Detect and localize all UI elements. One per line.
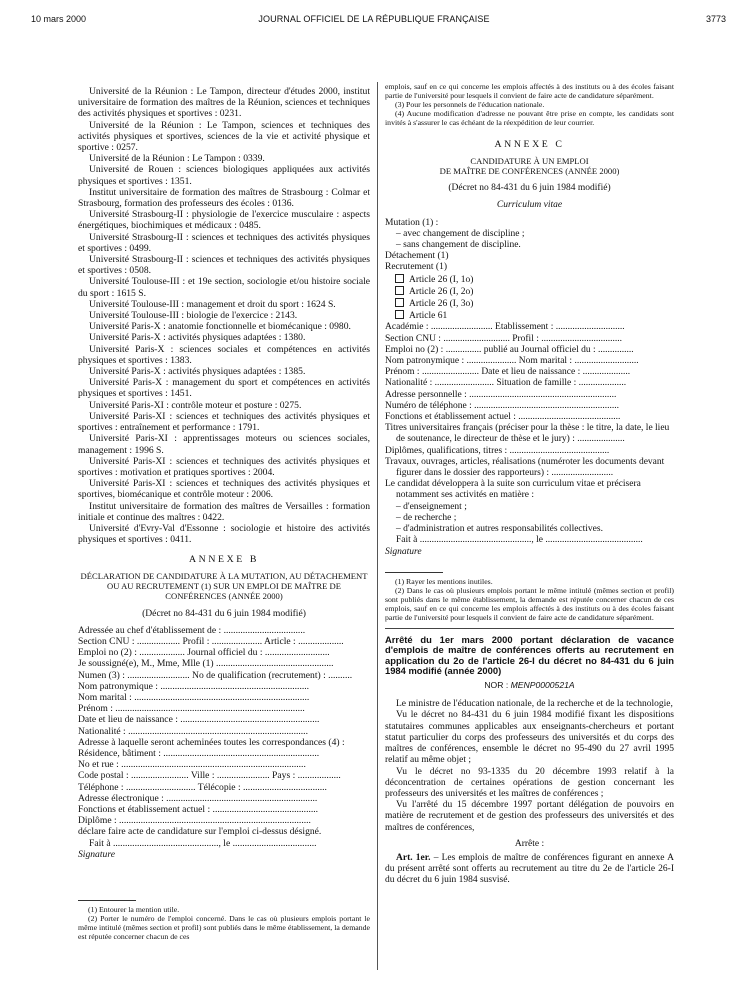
arrete-label: Arrête : bbox=[514, 838, 545, 849]
activity-2: – de recherche ; bbox=[396, 512, 457, 523]
list-item: Université de la Réunion : Le Tampon, sciences et techniques des activités physiques et sportives, sciences de la vie et activité physique et sportive : 0257. bbox=[78, 119, 370, 154]
footnote-rule bbox=[78, 900, 136, 901]
activity-1: – d'enseignement ; bbox=[396, 501, 467, 512]
section-rule bbox=[385, 628, 674, 629]
declaration-form bbox=[78, 625, 370, 860]
mutation-option-1: – avec changement de discipline ; bbox=[396, 228, 525, 239]
list-item: Université Strasbourg-II : sciences et techniques des activités physiques et sportives : 0508. bbox=[78, 254, 370, 277]
list-item: Université Toulouse-III : management et droit du sport : 1624 S. bbox=[89, 298, 336, 310]
cv-fait-a: Fait à ..............................................., le ......................................... bbox=[396, 535, 643, 546]
list-item: Université Paris-XI : sciences et techniques des activités physiques et sportives : motivation et pratiques sportives : 2004. bbox=[78, 455, 370, 478]
article-option-4: Article 61 bbox=[385, 310, 674, 322]
cv-footnote-2: (2) Dans le cas où plusieurs emplois portant le même intitulé (mêmes section et profil) sont publiés dans le même établissement, la demande est réputée concerner chacun de ces emplois, sauf en ce qui concerne les emplois affectés à des instituts ou à des écoles faisant partie de l'université pour lesquels il convient de faire acte de candidature séparément. bbox=[385, 585, 674, 622]
list-item: Université Paris-XI : sciences et techniques des activités physiques et sportives : entraînement et performance : 1791. bbox=[78, 410, 370, 434]
article-1: Art. 1er. – Les emplois de maître de conférences figurant en annexe A du présent arrêté sont offerts au recrutement au titre du 2e de l'article 26-I du décret du 6 juin 1984 susvisé. bbox=[385, 852, 674, 886]
form-line: Nom patronymique : .............................................................. bbox=[78, 680, 310, 692]
annexe-b-caption: DÉCLARATION DE CANDIDATURE À LA MUTATION, AU DÉTACHEMENT OU AU RECRUTEMENT (1) SUR UN EMPLOI DE MAÎTRE DE CONFÉRENCES (ANNÉE 2000) bbox=[80, 570, 368, 601]
form-line: Prénom : ............................................................................... bbox=[78, 703, 305, 715]
recrutement-label: Recrutement (1) bbox=[385, 262, 447, 273]
header-page-number: 3773 bbox=[705, 14, 726, 24]
list-item: Université Paris-XI : contrôle moteur et posture : 0275. bbox=[89, 399, 302, 411]
annexe-c-decree: (Décret no 84-431 du 6 juin 1984 modifié) bbox=[448, 183, 611, 194]
list-item: Université Paris-XI : apprentissages moteurs ou sciences sociales, management : 1996 S. bbox=[78, 433, 370, 456]
activity-3: – d'administration et autres responsabilités collectives. bbox=[396, 524, 603, 535]
university-list bbox=[78, 86, 370, 545]
form-declaration: déclare faire acte de candidature sur l'emploi ci-dessus désigné. bbox=[78, 826, 322, 838]
cv-form bbox=[385, 218, 674, 558]
list-item: Institut universitaire de formation des maîtres de Strasbourg : Colmar et Strasbourg, formation des professeurs des écoles : 0136. bbox=[78, 186, 370, 210]
checkbox-icon bbox=[395, 298, 404, 307]
list-item: Université Toulouse-III : et 19e section, sociologie et/ou histoire sociale du sport : 1615 S. bbox=[78, 276, 370, 299]
form-signature: Signature bbox=[78, 848, 115, 860]
footnote-rule bbox=[385, 572, 443, 573]
arrete-para-4: Vu l'arrêté du 15 décembre 1997 portant délégation de pouvoirs en matière de recrutement et de gestion des professeurs des universités et des maîtres de conférences, bbox=[385, 800, 674, 833]
form-line: Fonctions et établissement actuel : ........................................... bbox=[385, 412, 621, 423]
detachement-label: Détachement (1) bbox=[385, 251, 449, 262]
page-header bbox=[0, 14, 748, 28]
form-line: Section CNU : ............................ Profil : .................................. bbox=[385, 333, 622, 344]
diplomes-line: Diplômes, qualifications, titres : .......................................... bbox=[385, 445, 610, 456]
list-item: Université Toulouse-III : biologie de l'exercice : 2143. bbox=[89, 310, 298, 322]
form-line: Nationalité : ......................... Situation de famille : .................... bbox=[385, 378, 627, 389]
annexe-c-heading: ANNEXE C bbox=[494, 139, 565, 150]
form-line: Adressée au chef d'établissement de : .................................. bbox=[78, 624, 306, 636]
article-option-2: Article 26 (I, 2o) bbox=[385, 286, 674, 298]
cv-signature: Signature bbox=[385, 546, 422, 557]
footnote-2: (2) Porter le numéro de l'emploi concerné. Dans le cas où plusieurs emplois portant le même intitulé (mêmes section et profil) sont publiés dans le même établissement, la demande est réputée concerner chacun de ces bbox=[78, 914, 370, 941]
arrete-para-3: Vu le décret no 93-1335 du 20 décembre 1993 relatif à la déconcentration de certaines opérations de gestion concernant les professeurs des universités et les maîtres de conférences ; bbox=[385, 766, 674, 799]
list-item: Université Paris-X : management du sport et compétences en activités physiques et sportives : 1451. bbox=[78, 377, 370, 400]
arrete-para-1: Le ministre de l'éducation nationale, de la recherche et de la technologie, bbox=[396, 699, 673, 710]
titres-line: Titres universitaires français (préciser pour la thèse : le titre, la date, le lieu de soutenance, le directeur de thèse et le jury) : .................... bbox=[385, 423, 670, 445]
arrete-title: Arrêté du 1er mars 2000 portant déclaration de vacance d'emplois de maître de conférences offerts au recrutement en application du 2o de l'article 26-I du décret no 84-431 du 6 juin 1984 modifié (année 2000) bbox=[385, 633, 674, 677]
list-item: Université de Rouen : sciences biologiques appliquées aux activités physiques et sportives : 1351. bbox=[78, 164, 370, 187]
form-line: Nationalité : ........................................................................... bbox=[78, 725, 308, 737]
article-option-1: Article 26 (I, 1o) bbox=[385, 274, 674, 286]
form-line: Nom patronymique : ..................... Nom marital : ........................... bbox=[385, 356, 639, 367]
form-line: Numéro de téléphone : ............................................................. bbox=[385, 400, 620, 411]
form-line: Numen (3) : .......................... No de qualification (recrutement) : .......... bbox=[78, 669, 353, 681]
form-line: Académie : .......................... Etablissement : ............................. bbox=[385, 322, 625, 333]
form-line: Résidence, bâtiment : ................................................................. bbox=[78, 747, 320, 759]
form-line: Emploi no (2) : ............... publié au Journal officiel du : ............... bbox=[385, 344, 634, 355]
list-item: Institut universitaire de formation des maîtres de Versailles : formation initiale et continue des maîtres : 0422. bbox=[78, 500, 370, 523]
list-item: Université Strasbourg-II : sciences et techniques des activités physiques et sportives : 0499. bbox=[78, 231, 370, 254]
list-item: Université Paris-XI : sciences et techniques des activités physiques et sportives, biomécanique et contrôle moteur : 2006. bbox=[78, 478, 370, 501]
form-line: Emploi no (2) : ................... Journal officiel du : ........................... bbox=[78, 647, 330, 659]
list-item: Université Paris-X : anatomie fonctionnelle et biomécanique : 0980. bbox=[89, 321, 351, 333]
left-column bbox=[78, 86, 370, 941]
form-line: Fonctions et établissement actuel : ............................................ bbox=[78, 803, 319, 815]
list-item: Université Paris-X : activités physiques adaptées : 1380. bbox=[89, 332, 306, 344]
right-column bbox=[385, 82, 674, 887]
header-date: 10 mars 2000 bbox=[31, 14, 87, 24]
form-line: Nom marital : ......................................................................... bbox=[78, 691, 310, 703]
form-line: Adresse personnelle : .............................................................. bbox=[385, 389, 617, 400]
travaux-line: Travaux, ouvrages, articles, réalisations (numéroter les documents devant figurer dans le dossier des rapporteurs) : .......................... bbox=[385, 456, 665, 479]
cv-footnote-1: (1) Rayer les mentions inutiles. bbox=[395, 576, 493, 586]
footnote-3: (3) Pour les personnels de l'éducation nationale. bbox=[395, 100, 545, 109]
list-item: Université Paris-X : activités physiques adaptées : 1385. bbox=[89, 366, 306, 378]
form-line: Diplôme : ................................................................................ bbox=[78, 815, 311, 827]
article-option-3: Article 26 (I, 3o) bbox=[385, 298, 674, 310]
annexe-b-decree: (Décret no 84-431 du 6 juin 1984 modifié) bbox=[142, 607, 306, 619]
nor-reference: NOR : MENP0000521A bbox=[484, 680, 575, 691]
form-line: Téléphone : ............................. Télécopie : ................................... bbox=[78, 781, 327, 793]
mutation-label: Mutation (1) : bbox=[385, 217, 439, 228]
form-line: Date et lieu de naissance : .......................................................... bbox=[78, 714, 320, 726]
curriculum-vitae-heading: Curriculum vitae bbox=[496, 200, 563, 211]
footnote-1: (1) Entourer la mention utile. bbox=[88, 905, 180, 914]
arrete-para-2: Vu le décret no 84-431 du 6 juin 1984 modifié fixant les dispositions statutaires communes applicables aux enseignants-chercheurs et portant statut particulier du corps des professeurs des universités et du corps des maîtres de conférences, ensemble le décret no 95-490 du 27 avril 1995 relatif au même objet ; bbox=[385, 710, 674, 766]
form-line: Je soussigné(e), M., Mme, Mlle (1) ................................................. bbox=[78, 658, 334, 670]
form-line: Code postal : ........................ Ville : ...................... Pays : .................. bbox=[78, 770, 341, 782]
list-item: Université de la Réunion : Le Tampon : 0339. bbox=[89, 153, 265, 165]
list-item: Université de la Réunion : Le Tampon, directeur d'études 2000, institut universitaire de formation des maîtres de la Réunion, sciences et techniques des activités physiques et sportives : 0231. bbox=[78, 86, 370, 120]
list-item: Université Strasbourg-II : physiologie de l'exercice musculaire : aspects énergétiques, biochimiques et médicaux : 0485. bbox=[78, 209, 370, 232]
checkbox-icon bbox=[395, 286, 404, 295]
checkbox-icon bbox=[395, 310, 404, 319]
form-line: Adresse électronique : ............................................................... bbox=[78, 792, 318, 804]
annexe-c-title-1: CANDIDATURE À UN EMPLOI bbox=[470, 156, 589, 167]
form-line: Section CNU : .................. Profil : ..................... Article : ................... bbox=[78, 635, 344, 647]
header-title: JOURNAL OFFICIEL DE LA RÉPUBLIQUE FRANÇAISE bbox=[258, 14, 490, 24]
footnote-4: (4) Aucune modification d'adresse ne pouvant être prise en compte, les candidats sont invités à s'assurer le cas échéant de la réexpédition de leur courrier. bbox=[385, 109, 674, 127]
annexe-c-title-2: DE MAÎTRE DE CONFÉRENCES (ANNÉE 2000) bbox=[439, 166, 620, 177]
candidat-line: Le candidat développera à la suite son curriculum vitae et précisera notamment ses activités en matière : bbox=[385, 479, 641, 501]
checkbox-icon bbox=[395, 274, 404, 283]
mutation-option-2: – sans changement de discipline. bbox=[396, 240, 521, 251]
list-item: Université Paris-X : sciences sociales et compétences en activités physiques et sportives : 1383. bbox=[78, 343, 370, 366]
form-line: Prénom : ........................ Date et lieu de naissance : .................... bbox=[385, 367, 631, 378]
form-line: No et rue : ............................................................................. bbox=[78, 759, 306, 771]
column-divider bbox=[377, 82, 378, 970]
form-address-line: Adresse à laquelle seront acheminées toutes les correspondances (4) : bbox=[78, 736, 345, 748]
form-fait-a: Fait à ............................................, le ................................... bbox=[89, 837, 317, 849]
footnote-continued: emplois, sauf en ce qui concerne les emplois affectés à des instituts ou à des écoles faisant partie de l'université pour lesquels il convient de faire acte de candidature séparément. bbox=[385, 82, 674, 100]
annexe-b-heading: ANNEXE B bbox=[188, 554, 260, 566]
list-item: Université d'Evry-Val d'Essonne : sociologie et histoire des activités physiques et sportives : 0411. bbox=[78, 522, 370, 546]
